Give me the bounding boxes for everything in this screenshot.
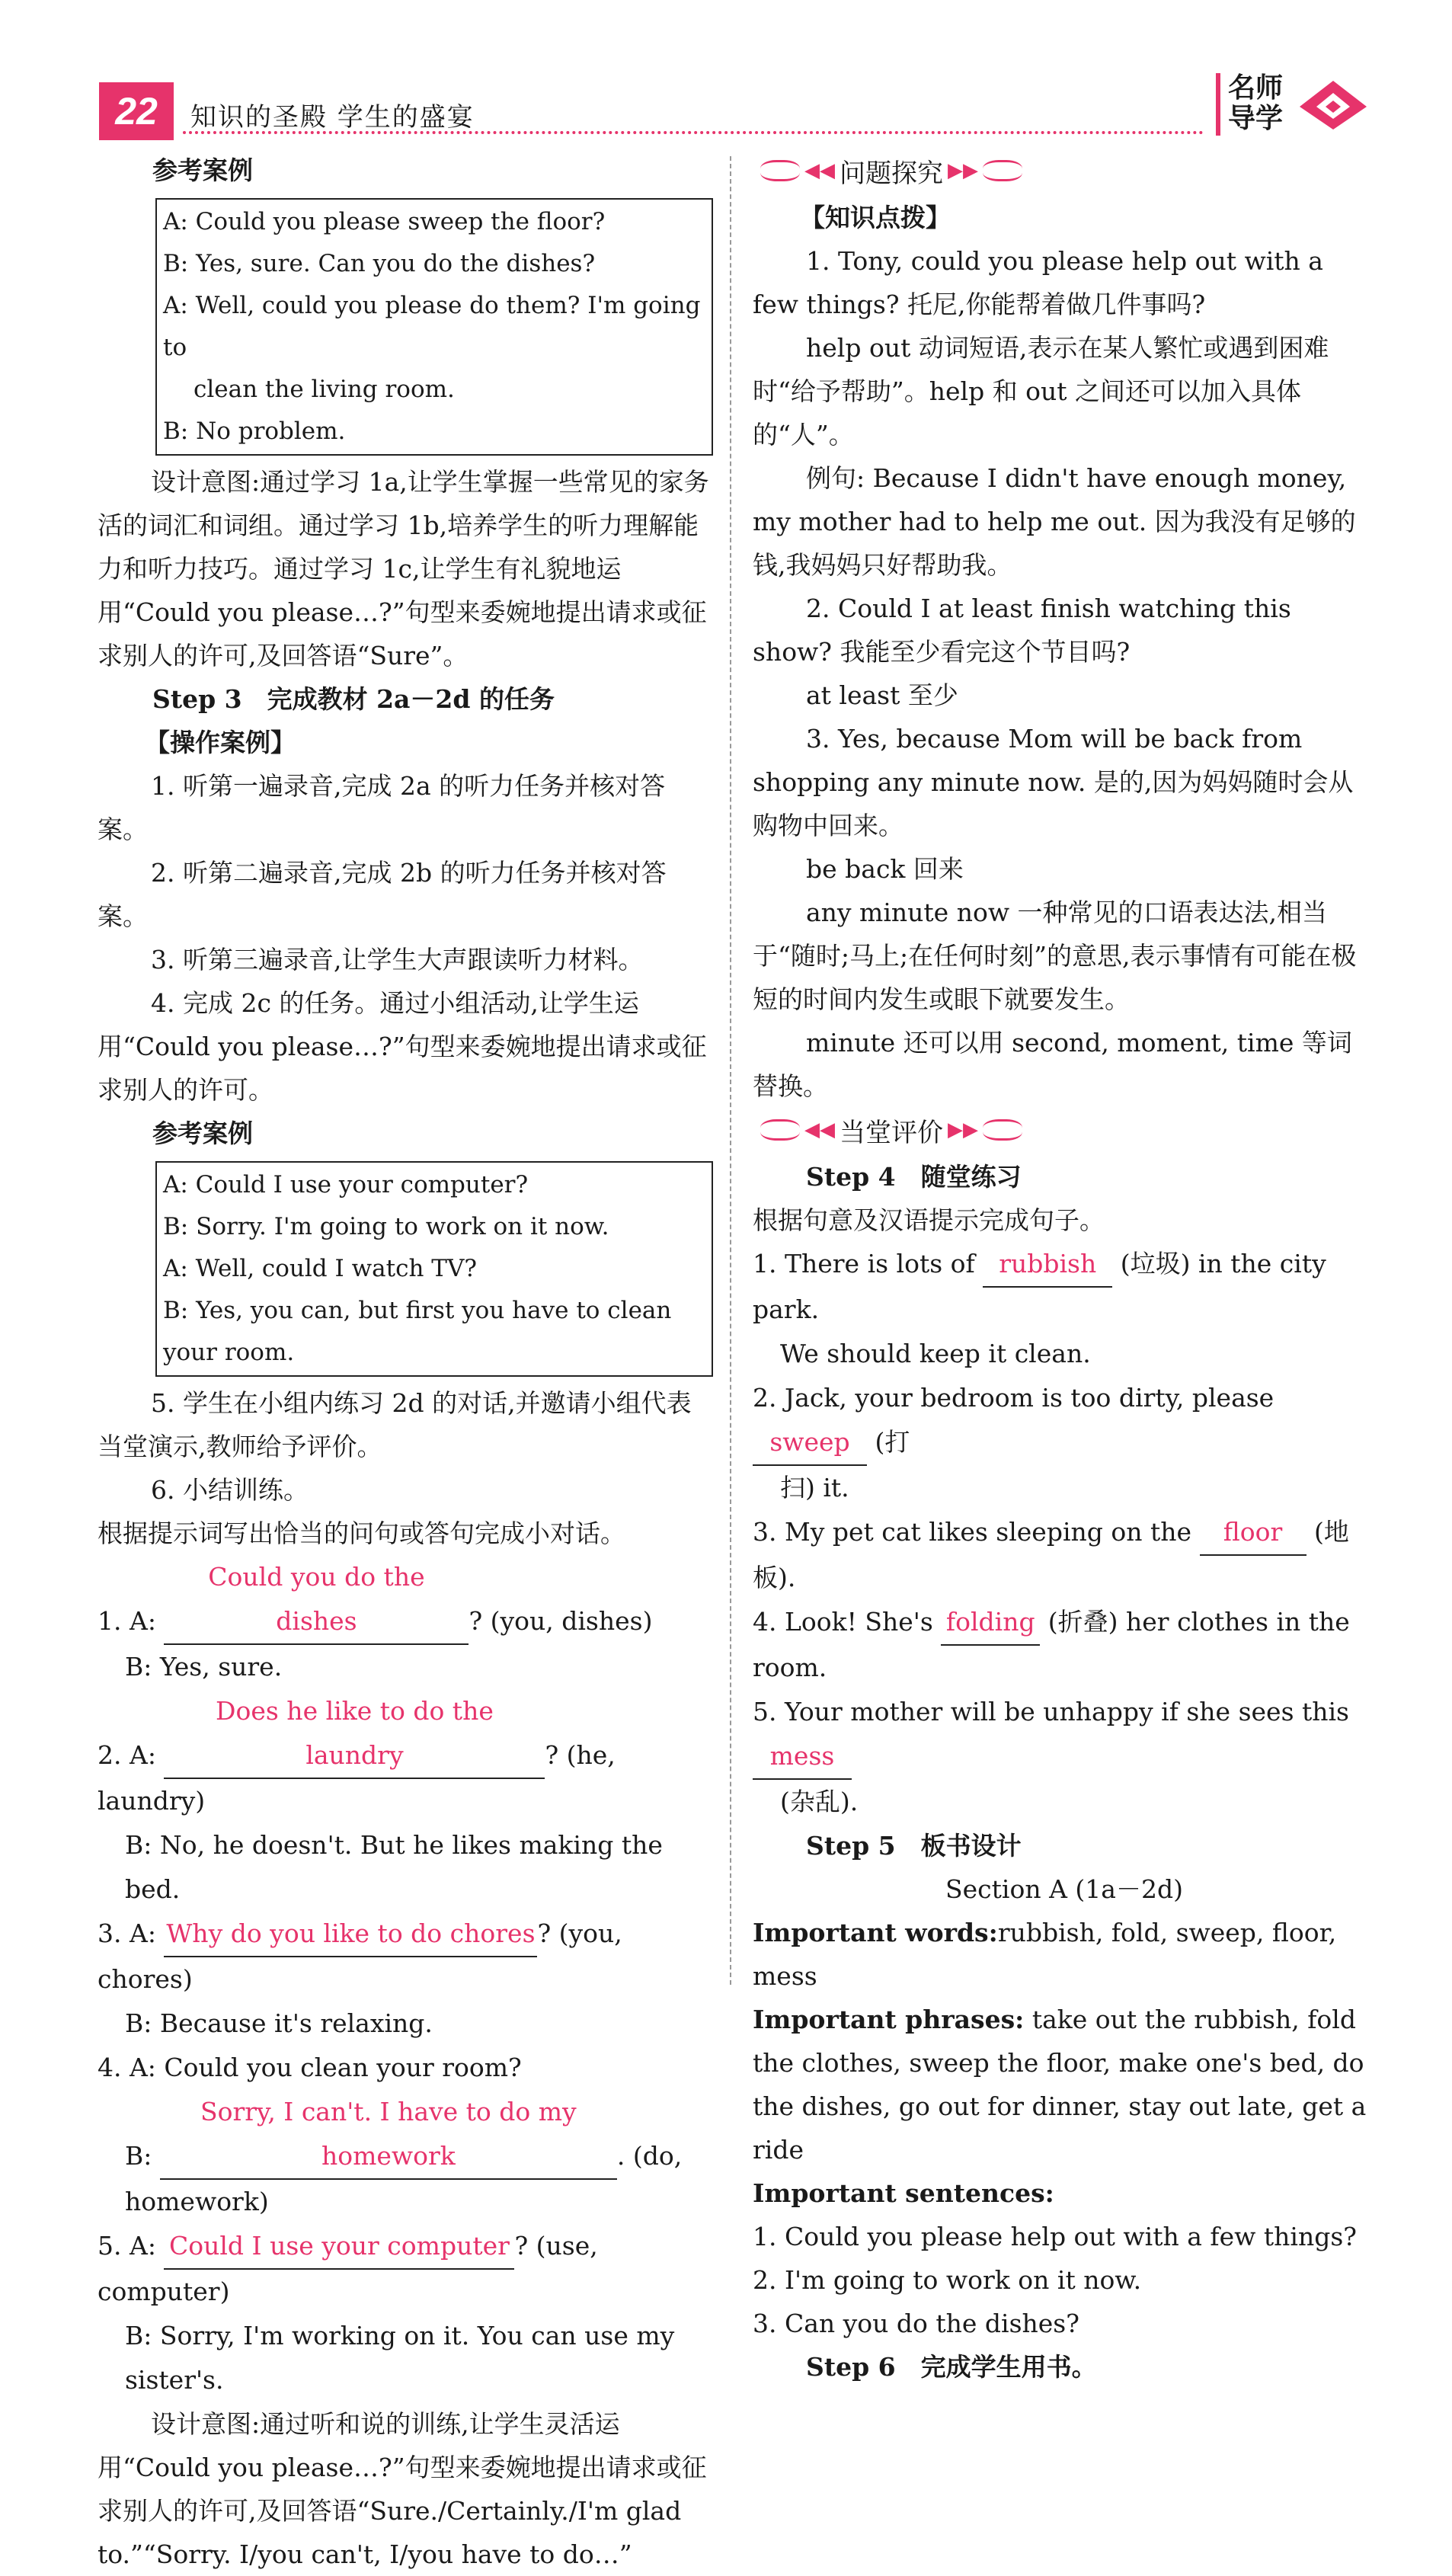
ref2-line: B: Sorry. I'm going to work on it now. [163,1213,609,1240]
operation-item-6: 6. 小结训练。 [151,1475,309,1505]
knowledge-point: 3. Yes, because Mom will be back from shopping any minute now. 是的,因为妈妈随时会从购物中回来。 [753,724,1354,840]
exercise-line: B: Sorry, I'm working on it. You can use my sister's. [125,2321,675,2395]
knowledge-example: 例句: Because I didn't have enough money, my mother had to help me out. 因为我没有足够的钱,我妈妈只好帮助我。 [753,463,1356,580]
operation-item-5: 5. 学生在小组内练习 2d 的对话,并邀请小组代表当堂演示,教师给予评价。 [98,1388,692,1461]
fill-item: 4. Look! She's folding (折叠) her clothes in the room. [753,1600,1376,1690]
ribbon-deco-right [983,160,1022,181]
answer-blank[interactable]: Does he like to do the laundry [164,1689,545,1779]
ref2-line: A: Could I use your computer? [163,1171,529,1198]
important-sentence: 3. Can you do the dishes? [753,2309,1079,2338]
operation-item: 1. 听第一遍录音,完成 2a 的听力任务并核对答案。 [98,771,666,844]
ref1-line: A: Well, could you please do them? I'm going to [163,292,701,361]
step6-title: Step 6 完成学生用书。 [806,2352,1097,2382]
answer-blank[interactable]: Why do you like to do chores [164,1912,537,1957]
exercise-line: homework) [125,2187,269,2216]
ref1-line: clean the living room. [193,376,455,403]
important-sentences-label: Important sentences: [753,2178,1054,2208]
knowledge-note: help out 动词短语,表示在某人繁忙或遇到困难时“给予帮助”。help 和 out 之间还可以加入具体的“人”。 [753,333,1329,450]
operation-item: 2. 听第二遍录音,完成 2b 的听力任务并核对答案。 [98,858,667,931]
exercise-line: B: Yes, sure. [125,1652,283,1682]
knowledge-note: be back 回来 [806,854,964,884]
fill-blank[interactable]: mess [753,1734,852,1780]
ref1-line: B: Yes, sure. Can you do the dishes? [163,250,596,277]
exercise-line: B: No, he doesn't. But he likes making the bed. [125,1830,663,1904]
ref1-line: B: No problem. [163,418,346,445]
fill-blank[interactable]: rubbish [983,1242,1112,1288]
knowledge-title: 【知识点拨】 [800,203,951,232]
fill-item-cont: 扫) it. [780,1473,849,1502]
fill-item: 3. My pet cat likes sleeping on the floor (地板). [753,1510,1376,1600]
ref1-dialog-box [155,198,713,456]
header-motto: 知识的圣殿 学生的盛宴 [190,102,475,133]
fill-blank[interactable]: floor [1200,1510,1306,1556]
board-title: Section A (1a－2d) [945,1874,1183,1904]
ref1-title: 参考案例 [152,155,253,185]
ref1-line: A: Could you please sweep the floor? [163,208,606,235]
fill-item: 5. Your mother will be unhappy if she sees this mess [753,1690,1376,1780]
design-intent-2: 设计意图:通过听和说的训练,让学生灵活运用“Could you please…?”句型来委婉地提出请求或征求别人的许可,及回答语“Sure./Certainly./I'm glad to.”“Sorry. I/you can't, I/you have to do…” [98,2409,707,2569]
ref2-title: 参考案例 [152,1118,253,1148]
exercise-line: 2. A: Does he like to do the laundry ? (he, laundry) [98,1689,713,1823]
page-header [0,0,1452,145]
exercise-line: 3. A: Why do you like to do chores? (you, chores) [98,1912,713,2002]
exercise-intro: 根据提示词写出恰当的问句或答句完成小对话。 [98,1518,625,1548]
ref2-line: B: Yes, you can, but first you have to clean your room. [163,1297,672,1366]
left-column [98,149,713,2576]
ribbon-arrow-icon: ◀◀ [804,159,835,182]
section-ribbon-evaluation [760,1111,1376,1149]
ribbon-title: 当堂评价 [840,1117,943,1148]
important-sentence: 2. I'm going to work on it now. [753,2265,1142,2295]
header-dotted-line [183,131,1204,134]
ribbon-arrow-icon: ◀◀ [804,1118,835,1141]
answer-blank[interactable]: Sorry, I can't. I have to do my homework [160,2090,617,2180]
logo-line2: 导学 [1228,103,1284,134]
logo-line1: 名师 [1228,72,1284,104]
step3-title: Step 3 完成教材 2a－2d 的任务 [152,684,555,714]
ref2-dialog-box [155,1161,713,1377]
step4-title: Step 4 随堂练习 [806,1162,1022,1192]
exercise-line: B: Because it's relaxing. [125,2008,433,2038]
step4-intro: 根据句意及汉语提示完成句子。 [753,1205,1105,1235]
ribbon-title: 问题探究 [840,158,943,189]
ribbon-deco-left [760,1119,800,1141]
page-number: 22 [99,82,174,140]
section-ribbon-explore [760,152,1376,190]
knowledge-note: any minute now 一种常见的口语表达法,相当于“随时;马上;在任何时刻”的意思,表示事情有可能在极短的时间内发生或眼下就要发生。 [753,898,1357,1014]
fill-blank[interactable]: folding [941,1600,1040,1646]
knowledge-note: minute 还可以用 second, moment, time 等词替换。 [753,1028,1352,1101]
operation-title: 【操作案例】 [145,728,296,757]
ref2-line: A: Well, could I watch TV? [163,1255,477,1282]
step5-title: Step 5 板书设计 [806,1831,1022,1861]
ribbon-arrow-icon: ▶▶ [948,159,978,182]
exercise-line: 4. A: Could you clean your room? [98,2053,522,2082]
logo-bar [1216,73,1220,136]
important-sentence: 1. Could you please help out with a few things? [753,2222,1357,2251]
brand-logo [1216,73,1376,136]
knowledge-note: at least 至少 [806,680,958,710]
right-column [753,149,1376,2389]
fill-item-cont: We should keep it clean. [780,1339,1091,1368]
important-phrases: Important phrases: take out the rubbish, fold the clothes, sweep the floor, make one's bed, do the dishes, go out for dinner, stay out late, get a ride [753,2005,1367,2165]
fill-item: 2. Jack, your bedroom is too dirty, please sweep (打 [753,1376,1376,1466]
fill-item: 1. There is lots of rubbish (垃圾) in the city park. [753,1242,1376,1332]
exercise-line: B: Sorry, I can't. I have to do my homework . (do, [98,2090,713,2180]
operation-item: 3. 听第三遍录音,让学生大声跟读听力材料。 [151,945,644,974]
design-intent-1: 设计意图:通过学习 1a,让学生掌握一些常见的家务活的词汇和词组。通过学习 1b,培养学生的听力理解能力和听力技巧。通过学习 1c,让学生有礼貌地运用“Could you please…?”句型来委婉地提出请求或征求别人的许可,及回答语“Sure”。 [98,467,709,670]
knowledge-point: 2. Could I at least finish watching this show? 我能至少看完这个节目吗? [753,594,1291,667]
answer-blank[interactable]: Could I use your computer [164,2224,514,2270]
operation-item: 4. 完成 2c 的任务。通过小组活动,让学生运用“Could you please…?”句型来委婉地提出请求或征求别人的许可。 [98,988,707,1105]
knowledge-point: 1. Tony, could you please help out with a few things? 托尼,你能帮着做几件事吗? [753,246,1323,319]
ribbon-arrow-icon: ▶▶ [948,1118,978,1141]
ribbon-deco-left [760,160,800,181]
answer-blank[interactable]: Could you do the dishes [164,1555,469,1645]
column-divider [730,156,731,1985]
exercise-line: 5. A: Could I use your computer ? (use, computer) [98,2224,713,2314]
fill-blank[interactable]: sweep [753,1420,867,1466]
logo-mark-icon [1295,76,1371,133]
important-words: Important words:rubbish, fold, sweep, floor, mess [753,1918,1337,1991]
fill-item-cont: (杂乱). [780,1787,859,1816]
exercise-line: 1. A: Could you do the dishes ? (you, dishes) [98,1555,713,1645]
ribbon-deco-right [983,1119,1022,1141]
